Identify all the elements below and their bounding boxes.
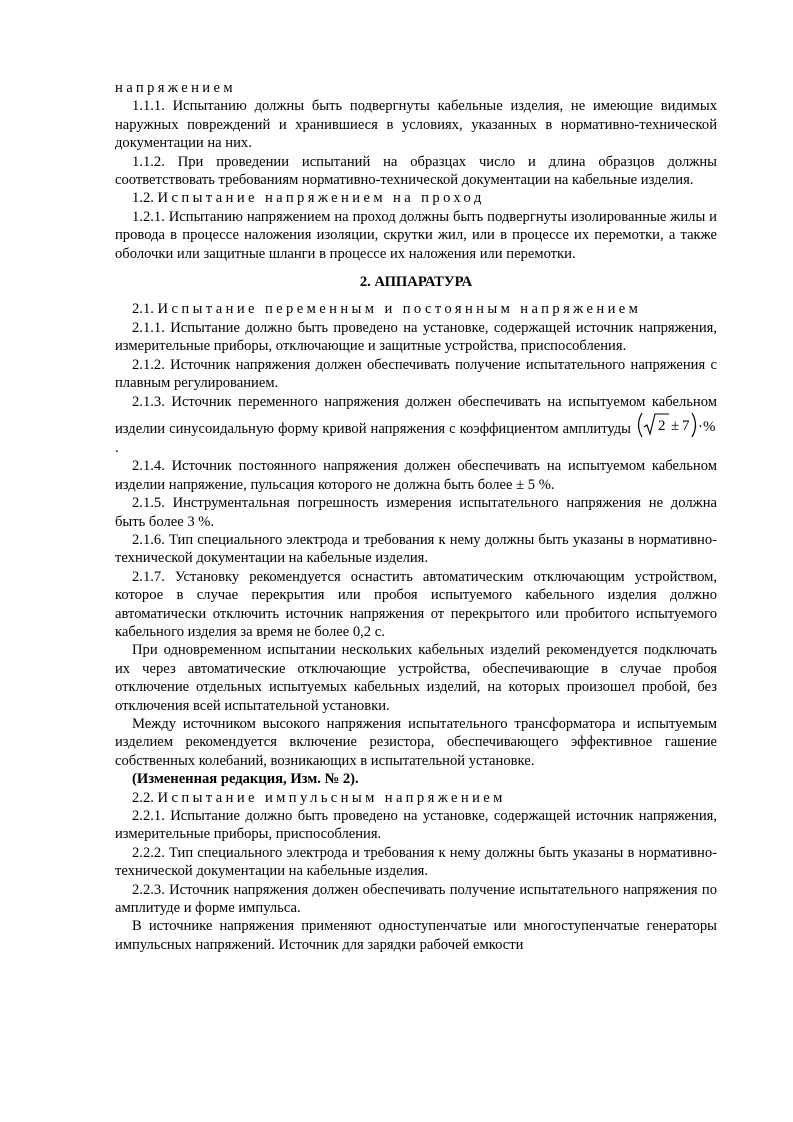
clause-2-2-2: 2.2.2. Тип специального электрода и требования к нему должны быть указаны в нормативно-технической документации на кабельные изделия. xyxy=(115,844,717,880)
clause-1-2-1: 1.2.1. Испытанию напряжением на проход должны быть подвергнуты изолированные жилы и провода в процессе наложения изоляции, скрутки жил, или в процессе их перемотки, а также оболочки или защитные шланги в процессе их наложения или перемотки. xyxy=(115,208,717,262)
clause-2-2-3: 2.2.3. Источник напряжения должен обеспечивать получение испытательного напряжения по амплитуде и форме импульса. xyxy=(115,881,717,917)
clause-2-1-5: 2.1.5. Инструментальная погрешность измерения испытательного напряжения не должна быть более 3 %. xyxy=(115,495,717,530)
formula-suffix: ·% xyxy=(698,418,716,435)
clause-2-1-3 xyxy=(115,393,717,458)
subsection-number: 2.2. xyxy=(132,789,158,806)
subsection-2-2-title xyxy=(115,789,717,807)
amendment-note: (Измененная редакция, Изм. № 2). xyxy=(132,771,359,788)
paragraph-simultaneous-testing: При одновременном испытании нескольких кабельных изделий рекомендуется подключать их через автоматические отключающие устройства, обеспечивающие в случае пробоя отключение отдельных испытуемых кабельных изделий, на которых произошел пробой, без отключения всей испытательной установки. xyxy=(115,642,717,714)
subsection-title-text: Испытание импульсным напряжением xyxy=(157,789,506,806)
formula-end: . xyxy=(115,439,119,456)
clause-2-1-6: 2.1.6. Тип специального электрода и требования к нему должны быть указаны в нормативно-технической документации на кабельные изделия. xyxy=(115,531,717,567)
paragraph-continuation: напряжением xyxy=(115,80,237,96)
clause-1-1-2: 1.1.2. При проведении испытаний на образцах число и длина образцов должны соответствовать требованиям нормативно-технической документации на кабельные изделия. xyxy=(115,153,717,189)
clause-2-2-1: 2.2.1. Испытание должно быть проведено на установке, содержащей источник напряжения, измерительные приборы, приспособления. xyxy=(115,808,717,843)
clause-2-1-4: 2.1.4. Источник постоянного напряжения должен обеспечивать на испытуемом кабельном изделии напряжение, пульсация которого не должна быть более ± 5 %. xyxy=(115,458,717,493)
clause-2-1-2: 2.1.2. Источник напряжения должен обеспечивать получение испытательного напряжения с плавным регулированием. xyxy=(115,356,717,392)
paragraph-resistor: Между источником высокого напряжения испытательного трансформатора и испытуемым изделием рекомендуется включение резистора, обеспечивающего эффективное гашение собственных колебаний, возникающих в испытательной установке. xyxy=(115,716,717,769)
formula-term: 7 xyxy=(682,417,690,434)
amplitude-formula xyxy=(635,411,717,439)
document-page xyxy=(115,79,717,954)
subsection-title-text: Испытание напряжением на проход xyxy=(157,190,485,207)
formula-operator: ± xyxy=(671,417,680,434)
clause-2-1-7: 2.1.7. Установку рекомендуется оснастить автоматическим отключающим устройством, которое в случае перекрытия или пробоя испытуемого кабельного изделия должно автоматически отключить источник напряжения от перекрытого или пробитого испытуемого кабельного изделия за время не более 0,2 с. xyxy=(115,568,717,640)
subsection-title-text: Испытание переменным и постоянным напряжением xyxy=(157,301,642,318)
subsection-number: 2.1. xyxy=(132,301,158,318)
subsection-1-2-title xyxy=(115,189,717,207)
subsection-2-1-title xyxy=(115,300,717,318)
subsection-number: 1.2. xyxy=(132,190,158,207)
formula-radicand: 2 xyxy=(658,417,666,434)
clause-2-1-1: 2.1.1. Испытание должно быть проведено на установке, содержащей источник напряжения, измерительные приборы, отключающие и защитные устройства, приспособления. xyxy=(115,319,717,355)
clause-1-1-1: 1.1.1. Испытанию должны быть подвергнуты кабельные изделия, не имеющие видимых наружных повреждений и хранившиеся в условиях, указанных в нормативно-технической документации на них. xyxy=(115,98,717,152)
section-2-heading: 2. АППАРАТУРА xyxy=(359,274,473,291)
clause-text: 2.1.3. Источник переменного напряжения должен обеспечивать на испытуемом кабельном изделии синусоидальную форму кривой напряжения с коэффициентом амплитуды xyxy=(115,393,717,437)
paragraph-generators: В источнике напряжения применяют одноступенчатые или многоступенчатые генераторы импульсных напряжений. Источник для зарядки рабочей емкости xyxy=(115,918,717,953)
